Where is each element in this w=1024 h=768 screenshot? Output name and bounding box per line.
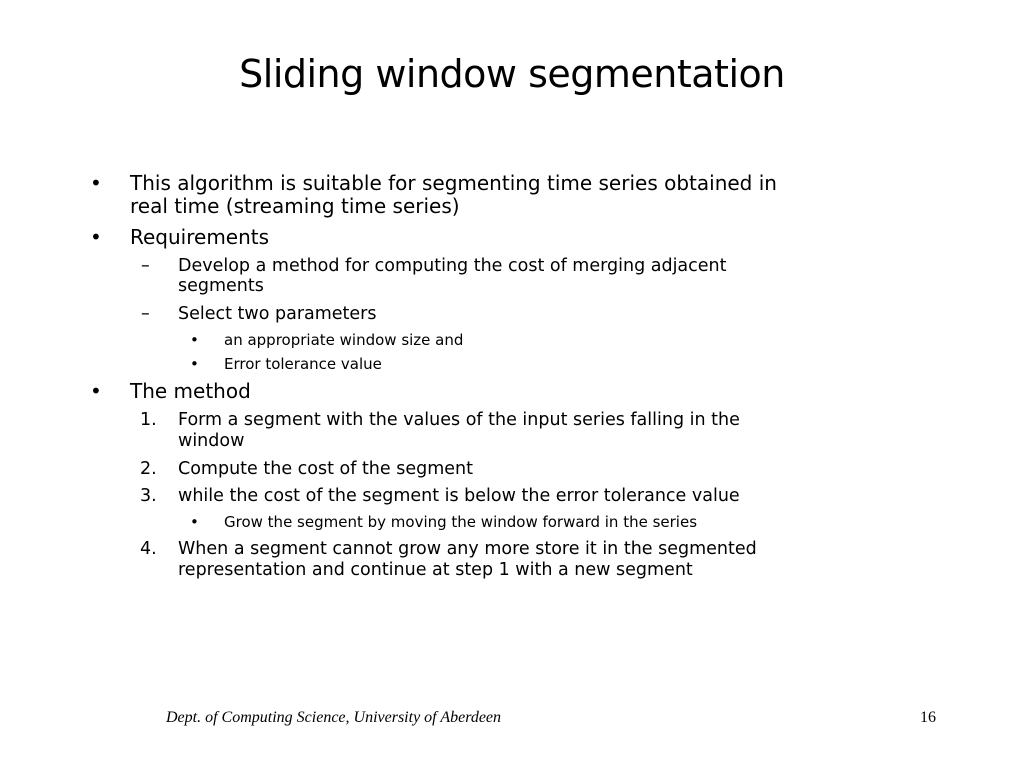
bullet-text-line: real time (streaming time series) <box>130 194 460 218</box>
bullet-marker: • <box>90 225 102 249</box>
step-number: 2. <box>140 459 157 479</box>
slide-title: Sliding window segmentation <box>239 52 785 96</box>
bullet-marker: • <box>90 379 102 403</box>
step-text-line: When a segment cannot grow any more store it in the segmented <box>178 539 757 559</box>
sub-sub-bullet-text-line: Error tolerance value <box>224 355 382 373</box>
bullet-marker: • <box>90 171 102 195</box>
step-number: 4. <box>140 539 157 559</box>
sub-sub-bullet-text-line: an appropriate window size and <box>224 331 464 349</box>
sub-sub-bullet-marker: • <box>190 355 199 373</box>
step-text-line: window <box>178 431 245 451</box>
bullet-text-line: Requirements <box>130 225 270 249</box>
sub-bullet-marker: – <box>141 256 150 276</box>
page-number: 16 <box>920 709 936 726</box>
step-text-line: Form a segment with the values of the input series falling in the <box>178 410 740 430</box>
sub-bullet-text-line: Develop a method for computing the cost of merging adjacent <box>178 256 727 276</box>
sub-sub-bullet-text-line: Grow the segment by moving the window forward in the series <box>224 513 698 531</box>
sub-bullet-text-line: Select two parameters <box>178 304 377 324</box>
sub-sub-bullet-marker: • <box>190 331 199 349</box>
bullet-text-line: The method <box>130 379 251 403</box>
step-number: 3. <box>140 486 157 506</box>
step-text-line: while the cost of the segment is below the error tolerance value <box>178 486 740 506</box>
bullet-text-line: This algorithm is suitable for segmenting time series obtained in <box>130 171 777 195</box>
step-text-line: Compute the cost of the segment <box>178 459 473 479</box>
sub-bullet-text-line: segments <box>178 276 264 296</box>
step-number: 1. <box>140 410 157 430</box>
footer-department: Dept. of Computing Science, University of Aberdeen <box>166 709 502 726</box>
step-text-line: representation and continue at step 1 with a new segment <box>178 560 693 580</box>
sub-bullet-marker: – <box>141 304 150 324</box>
sub-sub-bullet-marker: • <box>190 513 199 531</box>
